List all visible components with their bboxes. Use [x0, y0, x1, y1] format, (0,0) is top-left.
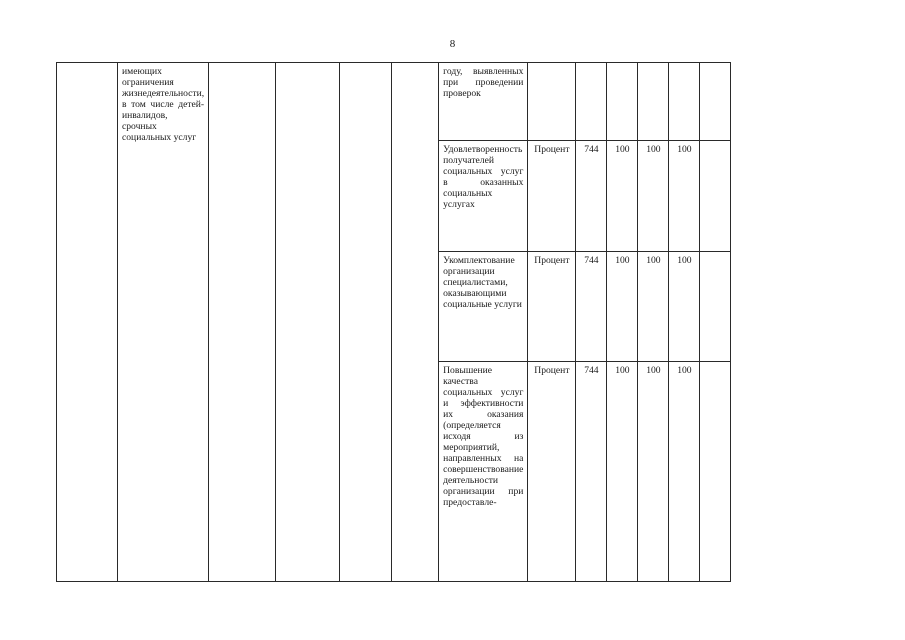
registry-number-cell [57, 63, 118, 582]
value-year2-cell [638, 63, 669, 141]
okei-code-cell: 744 [576, 252, 607, 362]
unit-cell: Процент [528, 252, 576, 362]
value-year2-cell: 100 [638, 362, 669, 582]
value-year3-cell: 100 [669, 362, 700, 582]
unit-cell: Процент [528, 141, 576, 252]
empty-cell [340, 63, 392, 582]
indicator-name-cell: Укомплектование организации специалистами, оказывающими социальные услуги [439, 252, 528, 362]
unit-cell: Процент [528, 362, 576, 582]
value-year2-cell: 100 [638, 141, 669, 252]
value-year1-cell: 100 [607, 362, 638, 582]
value-year2-cell: 100 [638, 252, 669, 362]
service-description-cell: имеющих ограничения жизнедеятельности, в том числе детей-инвалидов, срочных социальных услуг [118, 63, 209, 582]
empty-cell [209, 63, 276, 582]
value-year3-cell [669, 63, 700, 141]
empty-cell [276, 63, 340, 582]
indicator-name-cell: Удовлетворенность получателей социальных услуг в оказанных социальных услугах [439, 141, 528, 252]
value-year1-cell: 100 [607, 252, 638, 362]
empty-cell [700, 362, 731, 582]
okei-code-cell [576, 63, 607, 141]
indicator-name-cell: году, выявленных при проведении проверок [439, 63, 528, 141]
unit-cell [528, 63, 576, 141]
state-task-table [56, 62, 731, 582]
value-year1-cell [607, 63, 638, 141]
table-row [57, 63, 731, 141]
empty-cell [700, 63, 731, 141]
empty-cell [700, 141, 731, 252]
indicator-name-cell: Повышение качества социальных услуг и эффективности их оказания (определяется исходя из мероприятий, направленных на совершенствование деятельности организации при предоставле- [439, 362, 528, 582]
empty-cell [700, 252, 731, 362]
value-year1-cell: 100 [607, 141, 638, 252]
empty-cell [392, 63, 439, 582]
value-year3-cell: 100 [669, 141, 700, 252]
okei-code-cell: 744 [576, 362, 607, 582]
page-number: 8 [449, 38, 456, 50]
okei-code-cell: 744 [576, 141, 607, 252]
value-year3-cell: 100 [669, 252, 700, 362]
